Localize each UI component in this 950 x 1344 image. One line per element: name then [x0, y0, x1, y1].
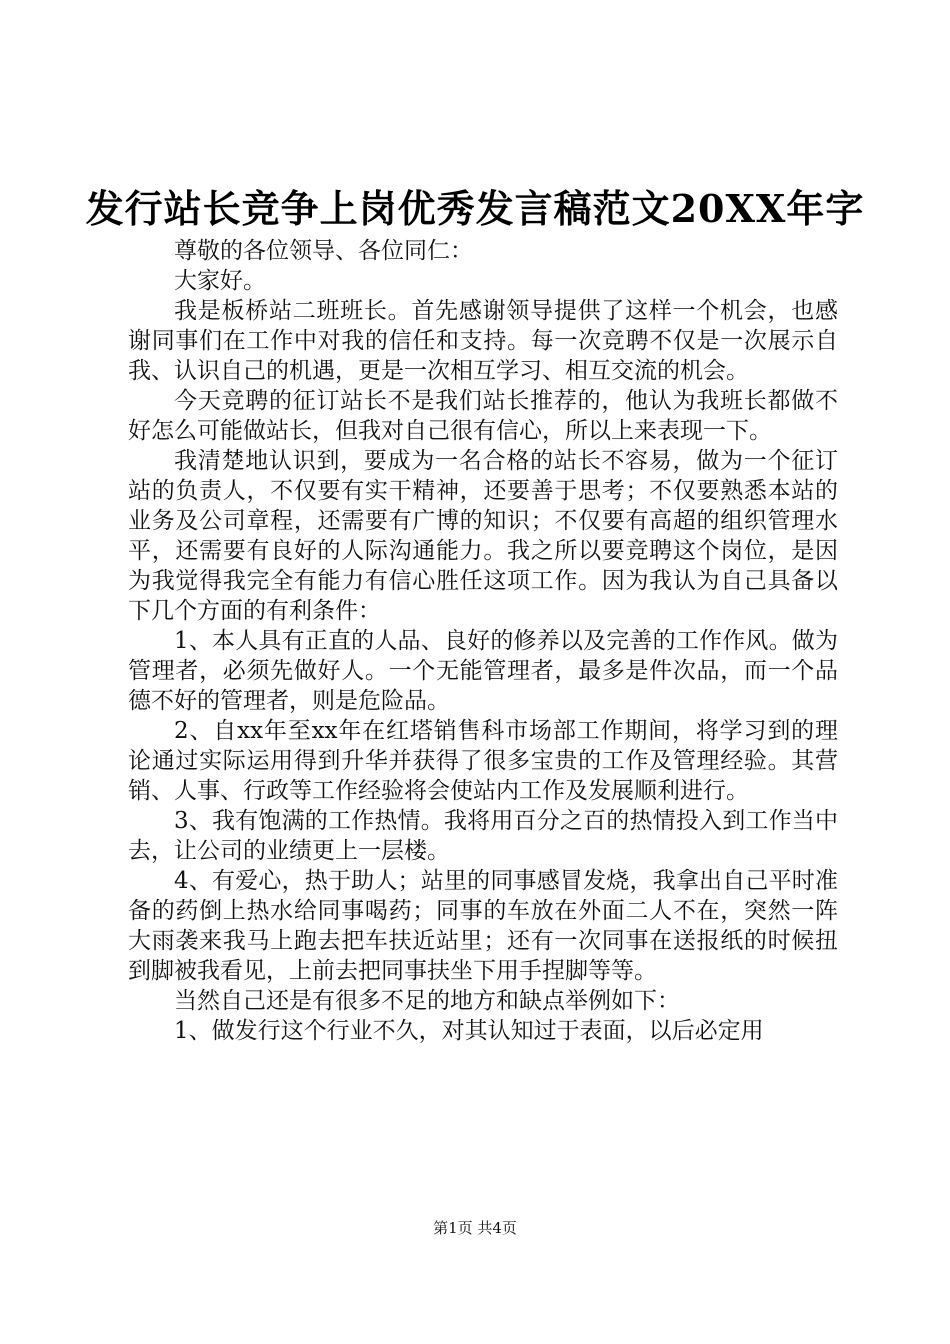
paragraph: 大家好。 [174, 268, 266, 294]
paragraph: 当然自己还是有很多不足的地方和缺点举例如下： [174, 988, 680, 1014]
document-title: 发行站长竞争上岗优秀发言稿范文20XX年字 [85, 186, 865, 231]
paragraph: 尊敬的各位领导、各位同仁： [174, 238, 473, 264]
paragraph: 1、做发行这个行业不久，对其认知过于表面，以后必定用 [174, 1018, 764, 1044]
paragraph: 我清楚地认识到，要成为一名合格的站长不容易，做为一个征订站的负责人，不仅要有实干精神，还要善于思考；不仅要熟悉本站的业务及公司章程，还需要有广博的知识；不仅要有高超的组织管理水平，还需要有良好的人际沟通能力。我之所以要竞聘这个岗位，是因为我觉得我完全有能力有信心胜任这项工作。因为我认为自己具备以下几个方面的有利条件： [128, 448, 838, 624]
paragraph: 今天竞聘的征订站长不是我们站长推荐的，他认为我班长都做不好怎么可能做站长，但我对自己很有信心，所以上来表现一下。 [128, 388, 838, 444]
document-body [128, 236, 838, 1046]
page-footer: 第1页 共4页 [433, 1219, 517, 1237]
paragraph: 4、有爱心，热于助人；站里的同事感冒发烧，我拿出自己平时准备的药倒上热水给同事喝药；同事的车放在外面二人不在，突然一阵大雨袭来我马上跑去把车扶近站里；还有一次同事在送报纸的时候扭到脚被我看见，上前去把同事扶坐下用手捏脚等等。 [128, 868, 838, 984]
paragraph: 我是板桥站二班班长。首先感谢领导提供了这样一个机会，也感谢同事们在工作中对我的信任和支持。每一次竞聘不仅是一次展示自我、认识自己的机遇，更是一次相互学习、相互交流的机会。 [128, 298, 838, 384]
paragraph: 2、自xx年至xx年在红塔销售科市场部工作期间，将学习到的理论通过实际运用得到升华并获得了很多宝贵的工作及管理经验。其营销、人事、行政等工作经验将会使站内工作及发展顺利进行。 [128, 718, 838, 804]
paragraph: 1、本人具有正直的人品、良好的修养以及完善的工作作风。做为管理者，必须先做好人。一个无能管理者，最多是件次品，而一个品德不好的管理者，则是危险品。 [128, 628, 838, 714]
paragraph: 3、我有饱满的工作热情。我将用百分之百的热情投入到工作当中去，让公司的业绩更上一层楼。 [128, 808, 838, 864]
